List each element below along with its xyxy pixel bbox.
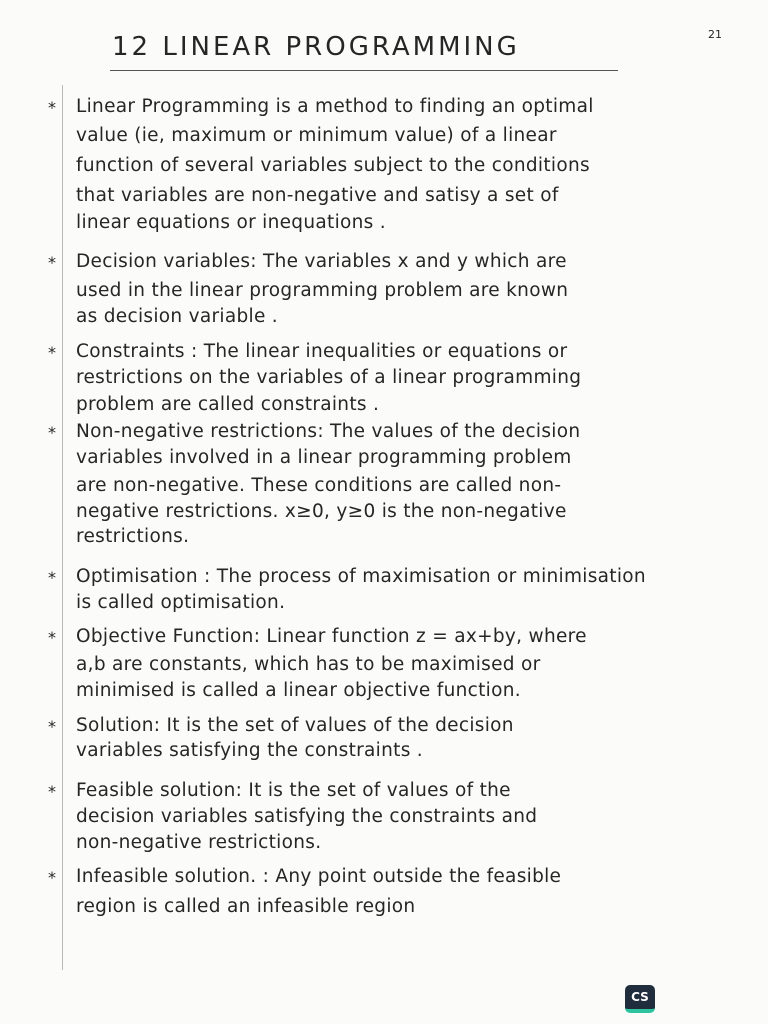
note-line: are non-negative. These conditions are called non- bbox=[76, 475, 562, 496]
note-line: a,b are constants, which has to be maximised or bbox=[76, 654, 541, 675]
note-line: is called optimisation. bbox=[76, 592, 286, 613]
note-line: negative restrictions. x≥0, y≥0 is the non-negative bbox=[76, 501, 567, 522]
note-line: Optimisation : The process of maximisation or minimisation bbox=[76, 566, 646, 587]
note-line: Non-negative restrictions: The values of the decision bbox=[76, 421, 581, 442]
bullet-star-icon: * bbox=[48, 343, 56, 362]
note-line: restrictions on the variables of a linear programming bbox=[76, 367, 582, 388]
note-line: Decision variables: The variables x and y which are bbox=[76, 251, 567, 272]
bullet-star-icon: * bbox=[48, 782, 56, 801]
note-line: Solution: It is the set of values of the decision bbox=[76, 715, 514, 736]
note-line: that variables are non-negative and satisy a set of bbox=[76, 185, 559, 206]
note-line: variables satisfying the constraints . bbox=[76, 740, 423, 761]
bullet-star-icon: * bbox=[48, 98, 56, 117]
note-line: Constraints : The linear inequalities or equations or bbox=[76, 341, 568, 362]
note-line: value (ie, maximum or minimum value) of a linear bbox=[76, 125, 557, 146]
note-line: restrictions. bbox=[76, 526, 190, 547]
title-underline bbox=[110, 70, 618, 71]
margin-line bbox=[62, 85, 63, 970]
note-line: decision variables satisfying the constraints and bbox=[76, 806, 538, 827]
bullet-star-icon: * bbox=[48, 253, 56, 272]
note-line: minimised is called a linear objective function. bbox=[76, 680, 521, 701]
note-line: Linear Programming is a method to finding an optimal bbox=[76, 96, 594, 117]
note-line: problem are called constraints . bbox=[76, 394, 380, 415]
bullet-star-icon: * bbox=[48, 628, 56, 647]
bullet-star-icon: * bbox=[48, 717, 56, 736]
bullet-star-icon: * bbox=[48, 423, 56, 442]
note-line: region is called an infeasible region bbox=[76, 896, 416, 917]
note-line: linear equations or inequations . bbox=[76, 212, 386, 233]
note-line: non-negative restrictions. bbox=[76, 832, 322, 853]
note-line: used in the linear programming problem are known bbox=[76, 280, 569, 301]
note-line: variables involved in a linear programming problem bbox=[76, 447, 572, 468]
note-line: Objective Function: Linear function z = ax+by, where bbox=[76, 626, 587, 647]
camscanner-logo: CS bbox=[625, 985, 655, 1013]
page-title: 12 LINEAR PROGRAMMING bbox=[112, 32, 520, 62]
bullet-star-icon: * bbox=[48, 868, 56, 887]
note-line: function of several variables subject to the conditions bbox=[76, 155, 590, 176]
note-line: Infeasible solution. : Any point outside the feasible bbox=[76, 866, 562, 887]
note-line: as decision variable . bbox=[76, 306, 278, 327]
bullet-star-icon: * bbox=[48, 568, 56, 587]
note-line: Feasible solution: It is the set of values of the bbox=[76, 780, 511, 801]
page-number: 21 bbox=[708, 28, 722, 41]
